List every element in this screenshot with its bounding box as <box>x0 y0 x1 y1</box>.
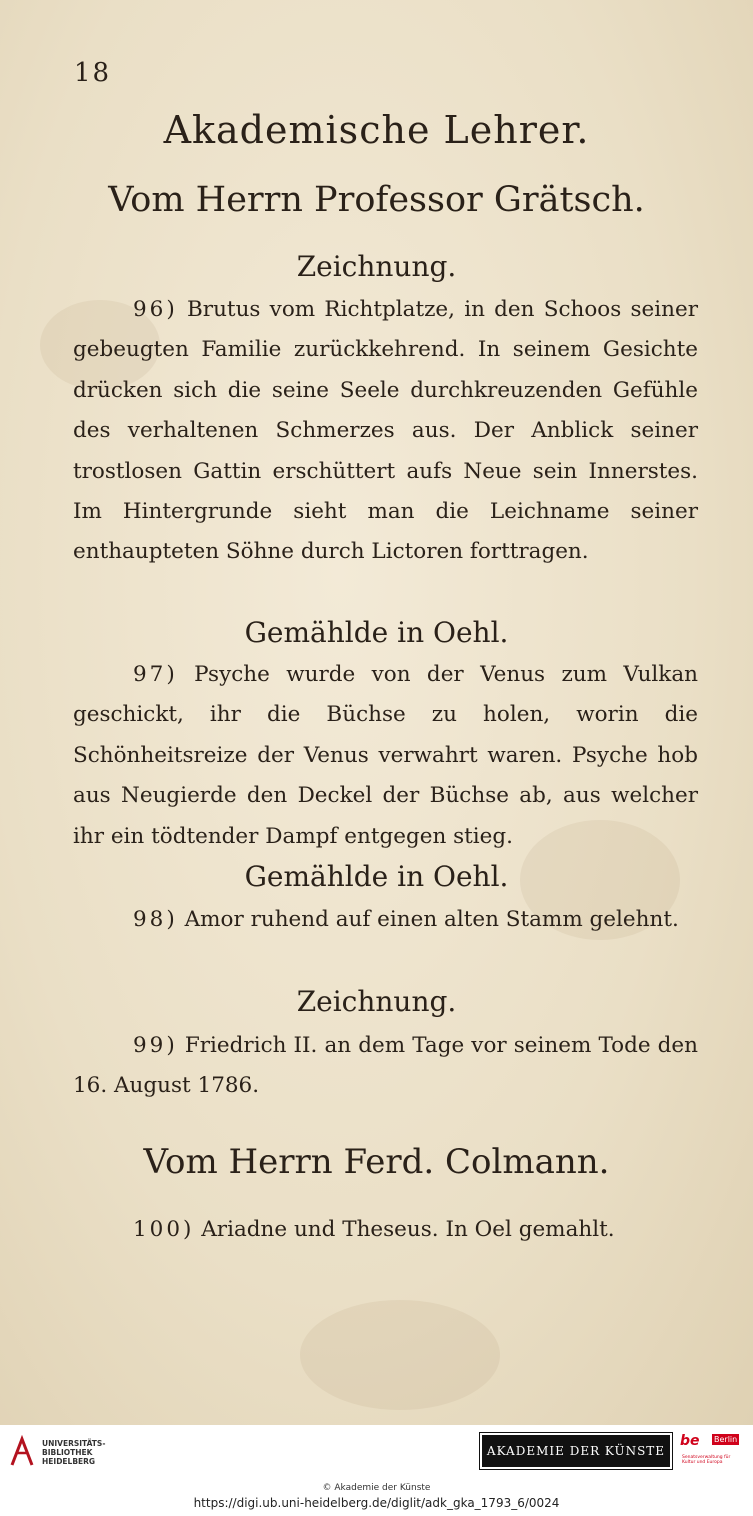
entry-text: Psyche wurde von der Venus zum Vulkan geschickt, ihr die Büchse zu holen, worin die Schönheitsreize der Venus verwahrt waren. Psyche hob aus Neugierde den Deckel der Büchse ab, aus welcher ihr ein tödtender Dampf entgegen stieg. <box>73 662 698 849</box>
donor-heading: Vom Herrn Ferd. Colmann. <box>143 1142 610 1182</box>
entry-text: Brutus vom Richtplatze, in den Schoos seiner gebeugten Familie zurückkehrend. In seinem Gesichte drücken sich die seine Seele durchkreuzenden Gefühle des verhaltenen Schmerzes aus. Der Anblick seiner trostlosen Gattin erschüttert aufs Neue sein Innerstes. Im Hintergrunde sieht man die Leichname seiner enthaupteten Söhne durch Lictoren forttragen. <box>73 297 698 565</box>
ub-logo-line: BIBLIOTHEK <box>42 1448 93 1457</box>
catalog-entry <box>73 1026 698 1107</box>
section-heading: Zeichnung. <box>296 250 457 283</box>
be-berlin-logo[interactable] <box>680 1433 742 1473</box>
copyright-text: © Akademie der Künste <box>322 1483 431 1493</box>
section-heading: Gemählde in Oehl. <box>244 860 509 893</box>
viewer-footer <box>0 1425 753 1516</box>
page-number: 18 <box>74 58 112 88</box>
section-heading: Zeichnung. <box>296 985 457 1018</box>
entry-number: 99) <box>133 1033 178 1058</box>
ub-logo-line: UNIVERSITÄTS- <box>42 1439 106 1448</box>
entry-text: Ariadne und Theseus. In Oel gemahlt. <box>201 1217 615 1242</box>
entry-text: Amor ruhend auf einen alten Stamm gelehnt. <box>184 907 679 932</box>
akademie-logo[interactable]: AKADEMIE DER KÜNSTE <box>480 1433 672 1469</box>
section-heading: Gemählde in Oehl. <box>244 616 509 649</box>
entry-number: 98) <box>133 907 178 932</box>
entry-number: 100) <box>133 1217 195 1242</box>
berlin-logo-text: Berlin <box>714 1435 738 1444</box>
catalog-entry <box>73 900 698 940</box>
senate-text: Senatsverwaltung für Kultur und Europa <box>682 1455 731 1465</box>
page-heading: Akademische Lehrer. <box>163 108 590 152</box>
university-library-logo[interactable] <box>8 1433 118 1473</box>
permalink-url[interactable]: https://digi.ub.uni-heidelberg.de/diglit/adk_gka_1793_6/0024 <box>193 1496 560 1510</box>
entry-text: Friedrich II. an dem Tage vor seinem Tode den 16. August 1786. <box>73 1033 698 1099</box>
donor-heading: Vom Herrn Professor Grätsch. <box>108 180 645 220</box>
be-logo-text: be <box>680 1433 700 1449</box>
catalog-entry <box>73 1210 698 1250</box>
entry-number: 96) <box>133 297 178 322</box>
catalog-entry <box>73 655 698 857</box>
ub-logo-line: HEIDELBERG <box>42 1457 96 1466</box>
library-emblem-icon <box>8 1435 36 1469</box>
catalog-entry <box>73 290 698 573</box>
entry-number: 97) <box>133 662 178 687</box>
